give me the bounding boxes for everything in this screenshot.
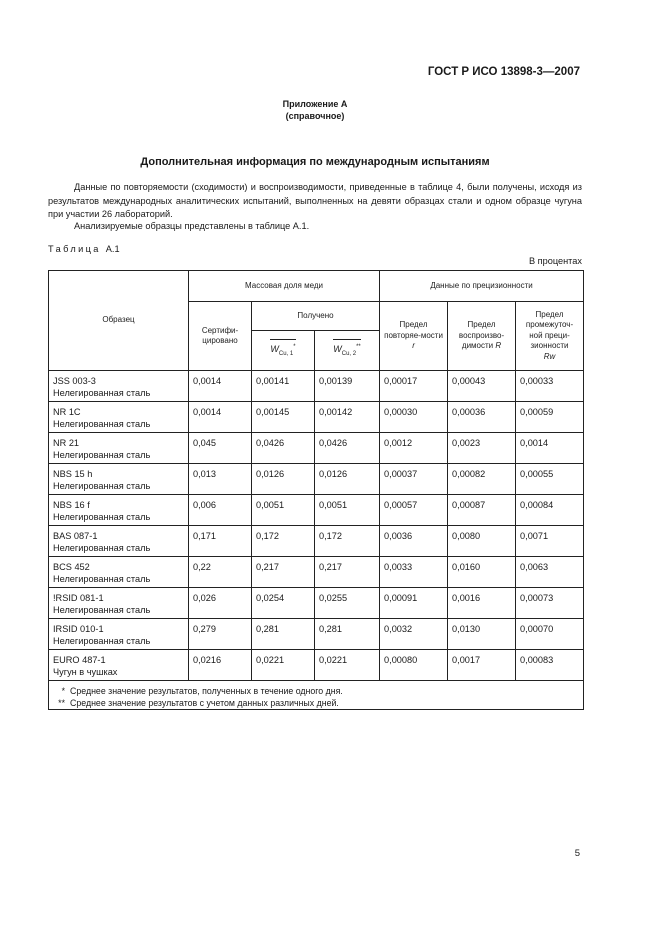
header-repeatability-label: Предел повторяе-мости [384,320,443,340]
paragraph-samples: Анализируемые образцы представлены в таблице А.1. [74,221,310,231]
intermediate-precision-value: 0,00083 [516,650,584,681]
header-mass-fraction: Массовая доля меди [189,271,380,302]
w-cu-2-symbol: $W_{Cu, 2}^{**}$ [333,342,361,359]
sample-type: Нелегированная сталь [53,636,151,646]
sample-name: BAS 087-1 [53,531,98,541]
sample-cell [49,526,189,557]
header-w-cu-2 [315,331,380,371]
w-cu-2-value: 0,172 [315,526,380,557]
sample-cell [49,402,189,433]
certified-value: 0,013 [189,464,252,495]
w-cu-1-value: 0,00145 [252,402,315,433]
table-unit: В процентах [528,256,582,266]
table-row [49,650,584,681]
certified-value: 0,171 [189,526,252,557]
table-row [49,464,584,495]
repeatability-value: 0,00080 [380,650,448,681]
reproducibility-value: 0,00082 [448,464,516,495]
table-caption [48,244,120,254]
intermediate-precision-value: 0,00055 [516,464,584,495]
sample-type: Чугун в чушках [53,667,118,677]
note-text: Среднее значение результатов, полученных в течение одного дня. [70,686,343,696]
certified-value: 0,026 [189,588,252,619]
w-cu-2-value: 0,0221 [315,650,380,681]
header-reproducibility-label: Предел воспроизво-димости [458,320,505,351]
header-obtained: Получено [252,302,380,331]
note-text: Среднее значение результатов с учетом данных различных дней. [70,698,339,708]
intermediate-precision-value: 0,0071 [516,526,584,557]
header-intermediate-symbol: Rw [543,351,556,361]
reproducibility-value: 0,00036 [448,402,516,433]
w-cu-1-value: 0,217 [252,557,315,588]
sample-type: Нелегированная сталь [53,450,151,460]
reproducibility-value: 0,0080 [448,526,516,557]
sample-type: Нелегированная сталь [53,543,151,553]
annex-heading [0,98,630,122]
w-cu-2-value: 0,00139 [315,371,380,402]
intermediate-precision-value: 0,00073 [516,588,584,619]
sample-type: Нелегированная сталь [53,574,151,584]
table-row [49,371,584,402]
repeatability-value: 0,00030 [380,402,448,433]
table-row [49,557,584,588]
sample-name: !RSID 081-1 [53,593,104,603]
w-cu-2-value: 0,281 [315,619,380,650]
w-cu-2-value: 0,0126 [315,464,380,495]
sample-cell [49,433,189,464]
table-caption-number: А.1 [105,244,120,254]
sample-cell [49,588,189,619]
sample-cell [49,464,189,495]
header-precision: Данные по прецизионности [380,271,584,302]
w-cu-1-value: 0,172 [252,526,315,557]
w-cu-1-value: 0,0426 [252,433,315,464]
repeatability-value: 0,00037 [380,464,448,495]
certified-value: 0,0014 [189,371,252,402]
section-title: Дополнительная информация по международным испытаниям [140,156,490,168]
table-body [49,371,584,681]
reproducibility-value: 0,00043 [448,371,516,402]
sample-cell [49,619,189,650]
certified-value: 0,0216 [189,650,252,681]
header-w-cu-1 [252,331,315,371]
sample-type: Нелегированная сталь [53,481,151,491]
reproducibility-value: 0,0023 [448,433,516,464]
w-cu-2-value: 0,0426 [315,433,380,464]
repeatability-value: 0,0036 [380,526,448,557]
repeatability-value: 0,0012 [380,433,448,464]
certified-value: 0,279 [189,619,252,650]
w-cu-1-value: 0,0126 [252,464,315,495]
repeatability-value: 0,0032 [380,619,448,650]
sample-name: NR 21 [53,438,80,448]
sample-name: JSS 003-3 [53,376,96,386]
w-cu-2-value: 0,00142 [315,402,380,433]
certified-value: 0,22 [189,557,252,588]
reproducibility-value: 0,0160 [448,557,516,588]
intermediate-precision-value: 0,0014 [516,433,584,464]
paragraph-intro: Данные по повторяемости (сходимости) и воспроизводимости, приведенные в таблице 4, были получены, исходя из результатов международных аналитических испытаний, выполненных на девяти образцах стали и одном образце чугуна при участии 26 лабораторий. [48,182,582,219]
sample-cell [49,557,189,588]
sample-name: EURO 487-1 [53,655,106,665]
intermediate-precision-value: 0,00033 [516,371,584,402]
w-cu-2-value: 0,0255 [315,588,380,619]
header-certified: Сертифи-цировано [189,302,252,371]
sample-name: IRSID 010-1 [53,624,104,634]
w-cu-1-symbol: $W_{Cu, 1}^*$ [270,342,295,359]
intermediate-precision-value: 0,00084 [516,495,584,526]
table-row [49,433,584,464]
sample-name: NR 1C [53,407,81,417]
table-row [49,495,584,526]
reproducibility-value: 0,00087 [448,495,516,526]
w-cu-2-value: 0,0051 [315,495,380,526]
repeatability-value: 0,00091 [380,588,448,619]
intermediate-precision-value: 0,00059 [516,402,584,433]
header-sample: Образец [49,271,189,371]
certified-value: 0,006 [189,495,252,526]
document-code: ГОСТ Р ИСО 13898-3—2007 [427,66,580,78]
table-notes [49,681,584,710]
w-cu-1-value: 0,0221 [252,650,315,681]
w-cu-1-value: 0,281 [252,619,315,650]
header-repeatability [380,302,448,371]
sample-type: Нелегированная сталь [53,388,151,398]
table-caption-label: Таблица [48,244,101,254]
sample-type: Нелегированная сталь [53,419,151,429]
sample-cell [49,371,189,402]
repeatability-value: 0,0033 [380,557,448,588]
w-cu-2-value: 0,217 [315,557,380,588]
table-row [49,588,584,619]
sample-name: BCS 452 [53,562,90,572]
repeatability-value: 0,00057 [380,495,448,526]
w-cu-1-value: 0,0254 [252,588,315,619]
note-multiple-days [53,697,579,709]
header-reproducibility [448,302,516,371]
intermediate-precision-value: 0,00070 [516,619,584,650]
header-intermediate-precision [516,302,584,371]
note-mark: ** [58,698,65,708]
note-mark: * [61,686,65,696]
table-row [49,402,584,433]
page-number: 5 [574,848,580,859]
header-repeatability-symbol: r [412,341,415,351]
certified-value: 0,0014 [189,402,252,433]
table-row [49,526,584,557]
sample-name: NBS 16 f [53,500,90,510]
sample-type: Нелегированная сталь [53,512,151,522]
sample-cell [49,650,189,681]
samples-table [48,270,584,710]
annex-subtitle: (справочное) [285,111,345,121]
header-reproducibility-symbol: R [495,341,502,351]
header-intermediate-label: Предел промежуточ-ной преци-зионности [525,309,574,351]
certified-value: 0,045 [189,433,252,464]
repeatability-value: 0,00017 [380,371,448,402]
reproducibility-value: 0,0130 [448,619,516,650]
note-single-day [53,685,579,697]
sample-name: NBS 15 h [53,469,93,479]
w-cu-1-value: 0,0051 [252,495,315,526]
sample-cell [49,495,189,526]
annex-title: Приложение А [282,99,348,109]
table-row [49,619,584,650]
w-cu-1-value: 0,00141 [252,371,315,402]
intermediate-precision-value: 0,0063 [516,557,584,588]
reproducibility-value: 0,0017 [448,650,516,681]
sample-type: Нелегированная сталь [53,605,151,615]
reproducibility-value: 0,0016 [448,588,516,619]
